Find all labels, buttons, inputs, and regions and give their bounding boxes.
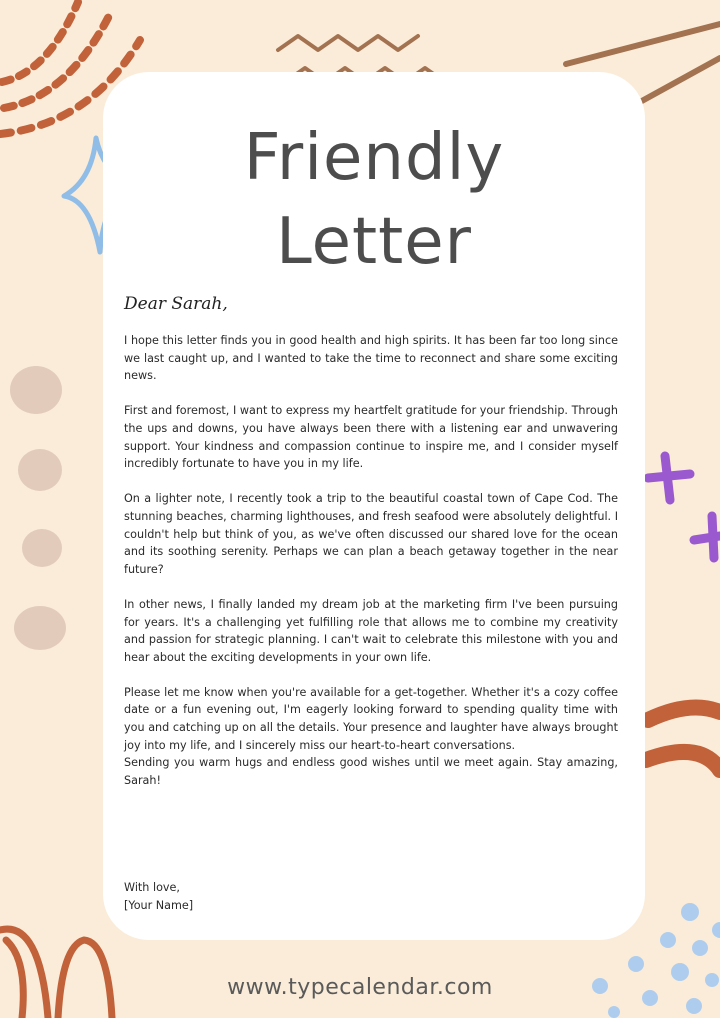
title-line-2: Letter <box>276 205 472 279</box>
closing-line: With love, <box>124 881 180 894</box>
letter-closing <box>124 879 193 914</box>
rust-arc-decoration <box>646 708 720 771</box>
website-url: www.typecalendar.com <box>227 975 493 1000</box>
rust-loops-decoration <box>0 929 112 1018</box>
paragraph: On a lighter note, I recently took a trip to the beautiful coastal town of Cape Cod. The stunning beaches, charming lighthouses, and fresh seafood were absolutely delightful. I couldn't help but think of you, as we've often discussed our shared love for the ocean and its soothing serenity. Perhaps we can plan a beach getaway together in the near future? <box>124 492 618 576</box>
paragraph: Please let me know when you're available for a get-together. Whether it's a cozy coffee date or a fun evening out, I'm eagerly looking forward to spending quality time with you and catching up on all the details. Your presence and laughter have always brought joy into my life, and I sincerely miss our heart-to-heart conversations. <box>124 685 618 752</box>
salutation: Dear Sarah, <box>124 294 228 314</box>
paragraph: In other news, I finally landed my dream job at the marketing firm I've been pursuing for years. It's a challenging yet fulfilling role that allows me to combine my creativity and passion for strategic planning. I can't wait to celebrate this milestone with you and hear about the exciting developments in your own life. <box>124 597 618 664</box>
beige-dots-decoration <box>10 366 66 650</box>
lavender-plus-decoration <box>648 456 720 558</box>
paragraph: Sending you warm hugs and endless good wishes until we meet again. Stay amazing, Sarah! <box>124 756 618 787</box>
paragraph: First and foremost, I want to express my heartfelt gratitude for your friendship. Through the ups and downs, you have always been there with a listening ear and unwavering support. Your kindness and compassion continue to inspire me, and I consider myself incredibly fortunate to have you in my life. <box>124 404 618 471</box>
paragraph: I hope this letter finds you in good health and high spirits. It has been far too long since we last caught up, and I wanted to take the time to reconnect and share some exciting news. <box>124 334 618 383</box>
letter-body <box>124 332 618 789</box>
title-line-1: Friendly <box>243 121 505 195</box>
signature: [Your Name] <box>124 898 194 912</box>
